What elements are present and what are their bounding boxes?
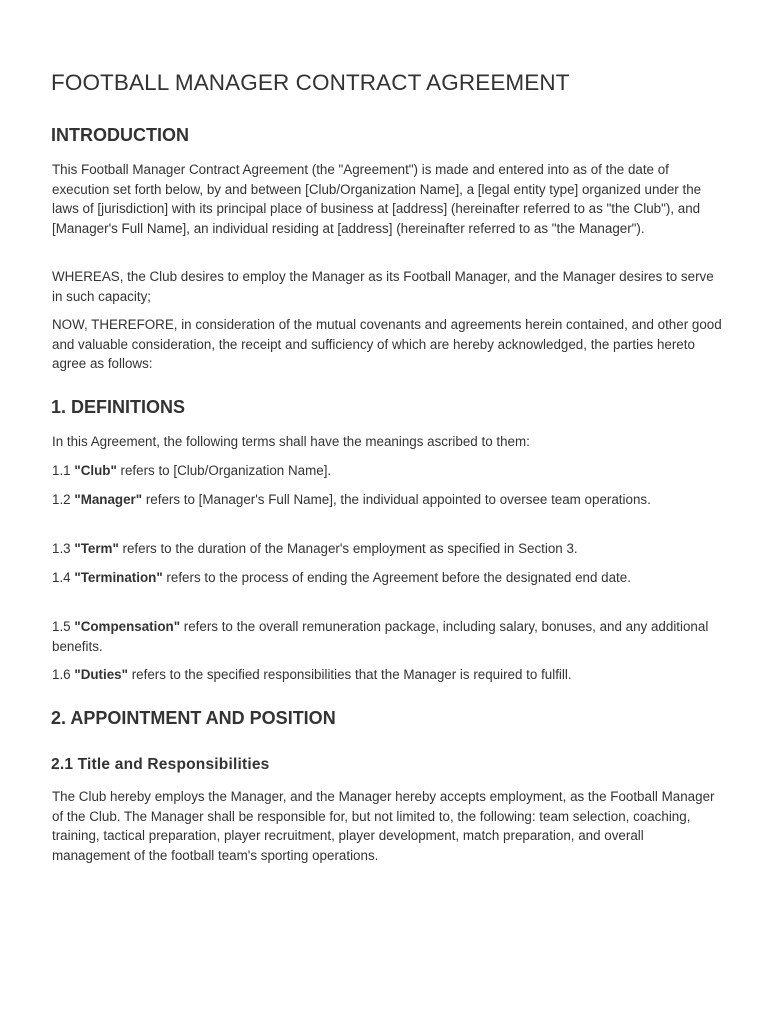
- definition-text: refers to [Club/Organization Name].: [116, 463, 332, 478]
- definition-text: refers to the overall remuneration package, including salary, bonuses, and any additional benefits.: [52, 619, 709, 654]
- definition-term: "Club": [74, 463, 117, 478]
- definition-number: 1.4: [52, 570, 75, 585]
- introduction-paragraph: This Football Manager Contract Agreement (the "Agreement") is made and entered into as of the date of execution set forth below, by and between [Club/Organization Name], a [legal entity type] organized under the laws of [jurisdiction] with its principal place of business at [address] (hereinafter referred to as "the Club"), and [Manager's Full Name], an individual residing at [address] (hereinafter referred to as "the Manager").: [52, 162, 702, 236]
- introduction-heading: INTRODUCTION: [51, 125, 189, 145]
- whereas-paragraph: WHEREAS, the Club desires to employ the Manager as its Football Manager, and the Manager desires to serve in such capacity;: [52, 269, 714, 304]
- definition-term: "Manager": [74, 492, 143, 507]
- definition-item: [52, 461, 724, 481]
- definition-term: "Duties": [74, 667, 128, 682]
- title-responsibilities-subheading: 2.1 Title and Responsibilities: [51, 756, 270, 773]
- definition-number: 1.3: [52, 541, 75, 556]
- definition-term: "Term": [74, 541, 119, 556]
- definition-term: "Termination": [74, 570, 163, 585]
- definition-number: 1.5: [52, 619, 75, 634]
- definition-term: "Compensation": [74, 619, 181, 634]
- definition-item: [52, 665, 724, 685]
- definition-number: 1.6: [52, 667, 75, 682]
- definitions-heading: 1. DEFINITIONS: [51, 397, 186, 417]
- document-title: FOOTBALL MANAGER CONTRACT AGREEMENT: [51, 70, 570, 95]
- definition-item: [52, 490, 724, 510]
- definition-item: [52, 617, 724, 656]
- definition-item: [52, 568, 724, 588]
- definition-text: refers to the specified responsibilities that the Manager is required to fulfill.: [127, 667, 572, 682]
- definition-text: refers to the process of ending the Agreement before the designated end date.: [162, 570, 631, 585]
- definition-number: 1.1: [52, 463, 75, 478]
- definition-number: 1.2: [52, 492, 75, 507]
- appointment-heading: 2. APPOINTMENT AND POSITION: [51, 708, 336, 728]
- appointment-paragraph: The Club hereby employs the Manager, and the Manager hereby accepts employment, as the Football Manager of the Club. The Manager shall be responsible for, but not limited to, the following: team selection, coaching, training, tactical preparation, player recruitment, player development, match preparation, and overall management of the football team's sporting operations.: [52, 789, 715, 863]
- definition-text: refers to [Manager's Full Name], the individual appointed to oversee team operations.: [142, 492, 651, 507]
- definition-item: [52, 539, 724, 559]
- definitions-intro: In this Agreement, the following terms shall have the meanings ascribed to them:: [52, 434, 530, 449]
- definition-text: refers to the duration of the Manager's employment as specified in Section 3.: [118, 541, 578, 556]
- now-therefore-paragraph: NOW, THEREFORE, in consideration of the mutual covenants and agreements herein contained, and other good and valuable consideration, the receipt and sufficiency of which are hereby acknowledged, the parties hereto agree as follows:: [52, 317, 722, 372]
